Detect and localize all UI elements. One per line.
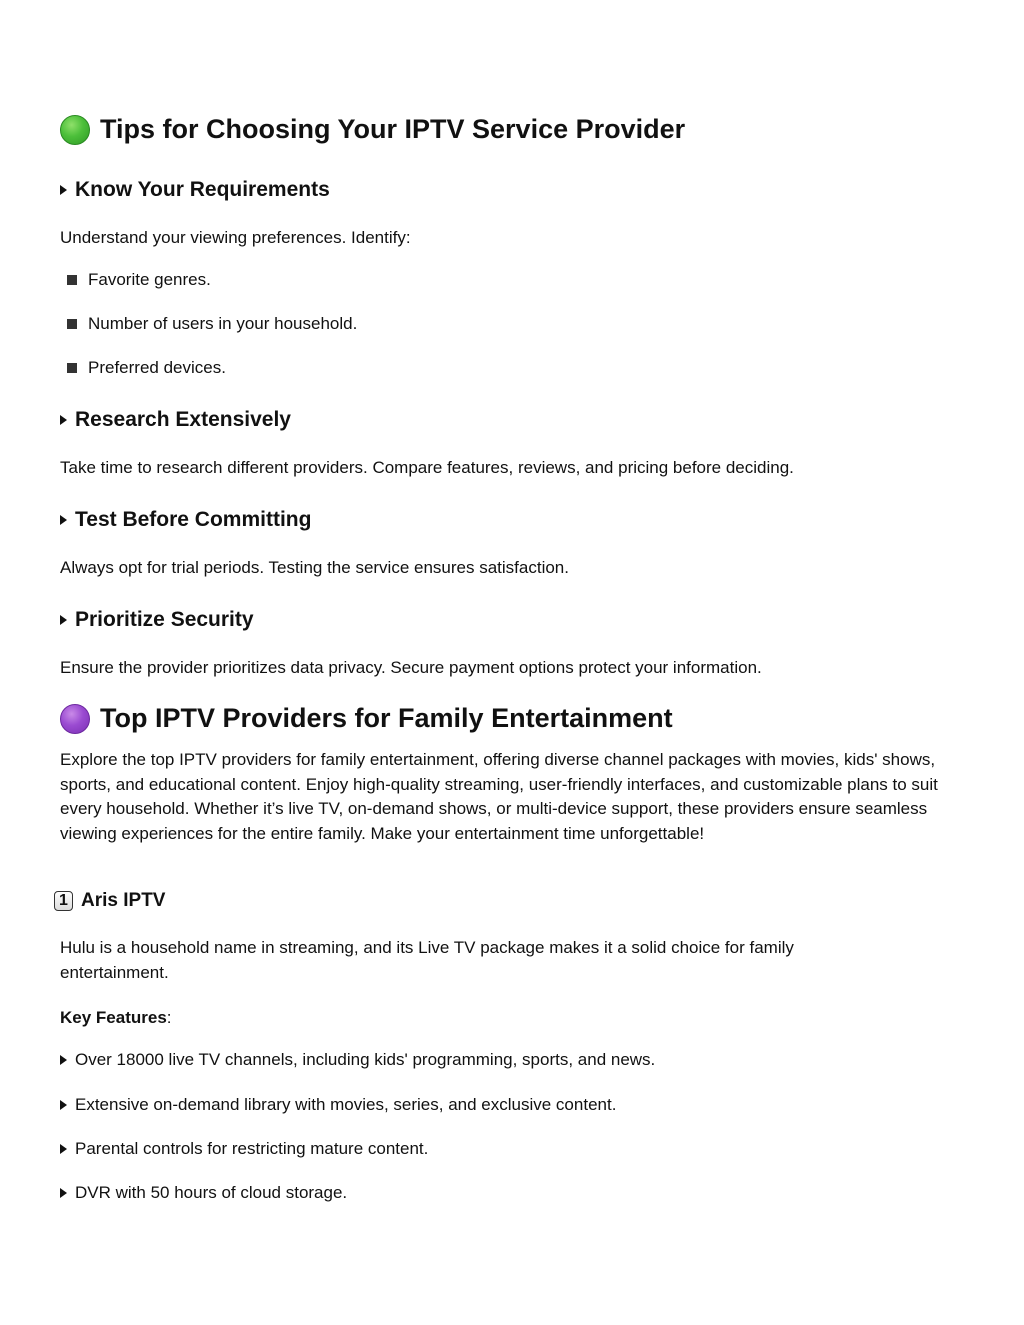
feature-item [60,1095,616,1115]
list-item [67,270,211,290]
purple-circle-icon [60,704,90,734]
feature-item [60,1050,655,1070]
section-title: Top IPTV Providers for Family Entertainment [100,703,673,733]
feature-item [60,1183,347,1203]
subheading-test [60,508,311,532]
triangle-bullet-icon [60,1055,67,1065]
paragraph: Take time to research different providers. Compare features, reviews, and pricing before deciding. [60,458,794,477]
provider-heading [60,890,165,912]
subheading-label: Prioritize Security [75,608,254,631]
triangle-bullet-icon [60,515,67,525]
list-item-text: Favorite genres. [88,270,211,289]
intro-paragraph: Explore the top IPTV providers for family entertainment, offering diverse channel packages with movies, kids' shows, sports, and educational content. Enjoy high-quality streaming, user-friendly interfaces, and customizable plans to suit every household. Whether it’s live TV, on-demand shows, or multi-device support, these providers ensure seamless viewing experiences for the entire family. Make your entertainment time unforgettable! [60,750,938,843]
subheading-research [60,408,291,432]
subheading-know-requirements [60,178,330,202]
square-bullet-icon [67,319,77,329]
feature-text: Over 18000 live TV channels, including kids' programming, sports, and news. [75,1050,656,1069]
feature-text: Extensive on-demand library with movies, series, and exclusive content. [75,1095,617,1114]
section-heading-top-providers [60,703,673,734]
key-features-label [60,1006,960,1031]
triangle-bullet-icon [60,1188,67,1198]
square-bullet-icon [67,363,77,373]
subheading-label: Test Before Committing [75,508,312,531]
section-title: Tips for Choosing Your IPTV Service Provider [100,114,686,144]
section-heading-tips [60,114,685,145]
feature-text: DVR with 50 hours of cloud storage. [75,1183,348,1202]
keycap-number-icon: 1 [54,891,73,911]
subheading-label: Research Extensively [75,408,291,431]
triangle-bullet-icon [60,1100,67,1110]
triangle-bullet-icon [60,1144,67,1154]
key-features-colon: : [166,1008,172,1027]
list-item-text: Preferred devices. [88,358,226,377]
feature-text: Parental controls for restricting mature content. [75,1139,429,1158]
list-item [67,314,357,334]
subheading-security [60,608,254,632]
paragraph: Ensure the provider prioritizes data privacy. Secure payment options protect your information. [60,658,762,677]
subheading-label: Know Your Requirements [75,178,330,201]
paragraph: Always opt for trial periods. Testing the service ensures satisfaction. [60,558,569,577]
provider-description: Hulu is a household name in streaming, and its Live TV package makes it a solid choice for family entertainment. [60,938,794,982]
feature-item [60,1139,428,1159]
paragraph: Understand your viewing preferences. Identify: [60,228,411,247]
key-features-label-text: Key Features [60,1008,167,1027]
triangle-bullet-icon [60,185,67,195]
list-item [67,358,226,378]
list-item-text: Number of users in your household. [88,314,358,333]
square-bullet-icon [67,275,77,285]
triangle-bullet-icon [60,615,67,625]
green-circle-icon [60,115,90,145]
provider-name: Aris IPTV [81,890,166,911]
triangle-bullet-icon [60,415,67,425]
